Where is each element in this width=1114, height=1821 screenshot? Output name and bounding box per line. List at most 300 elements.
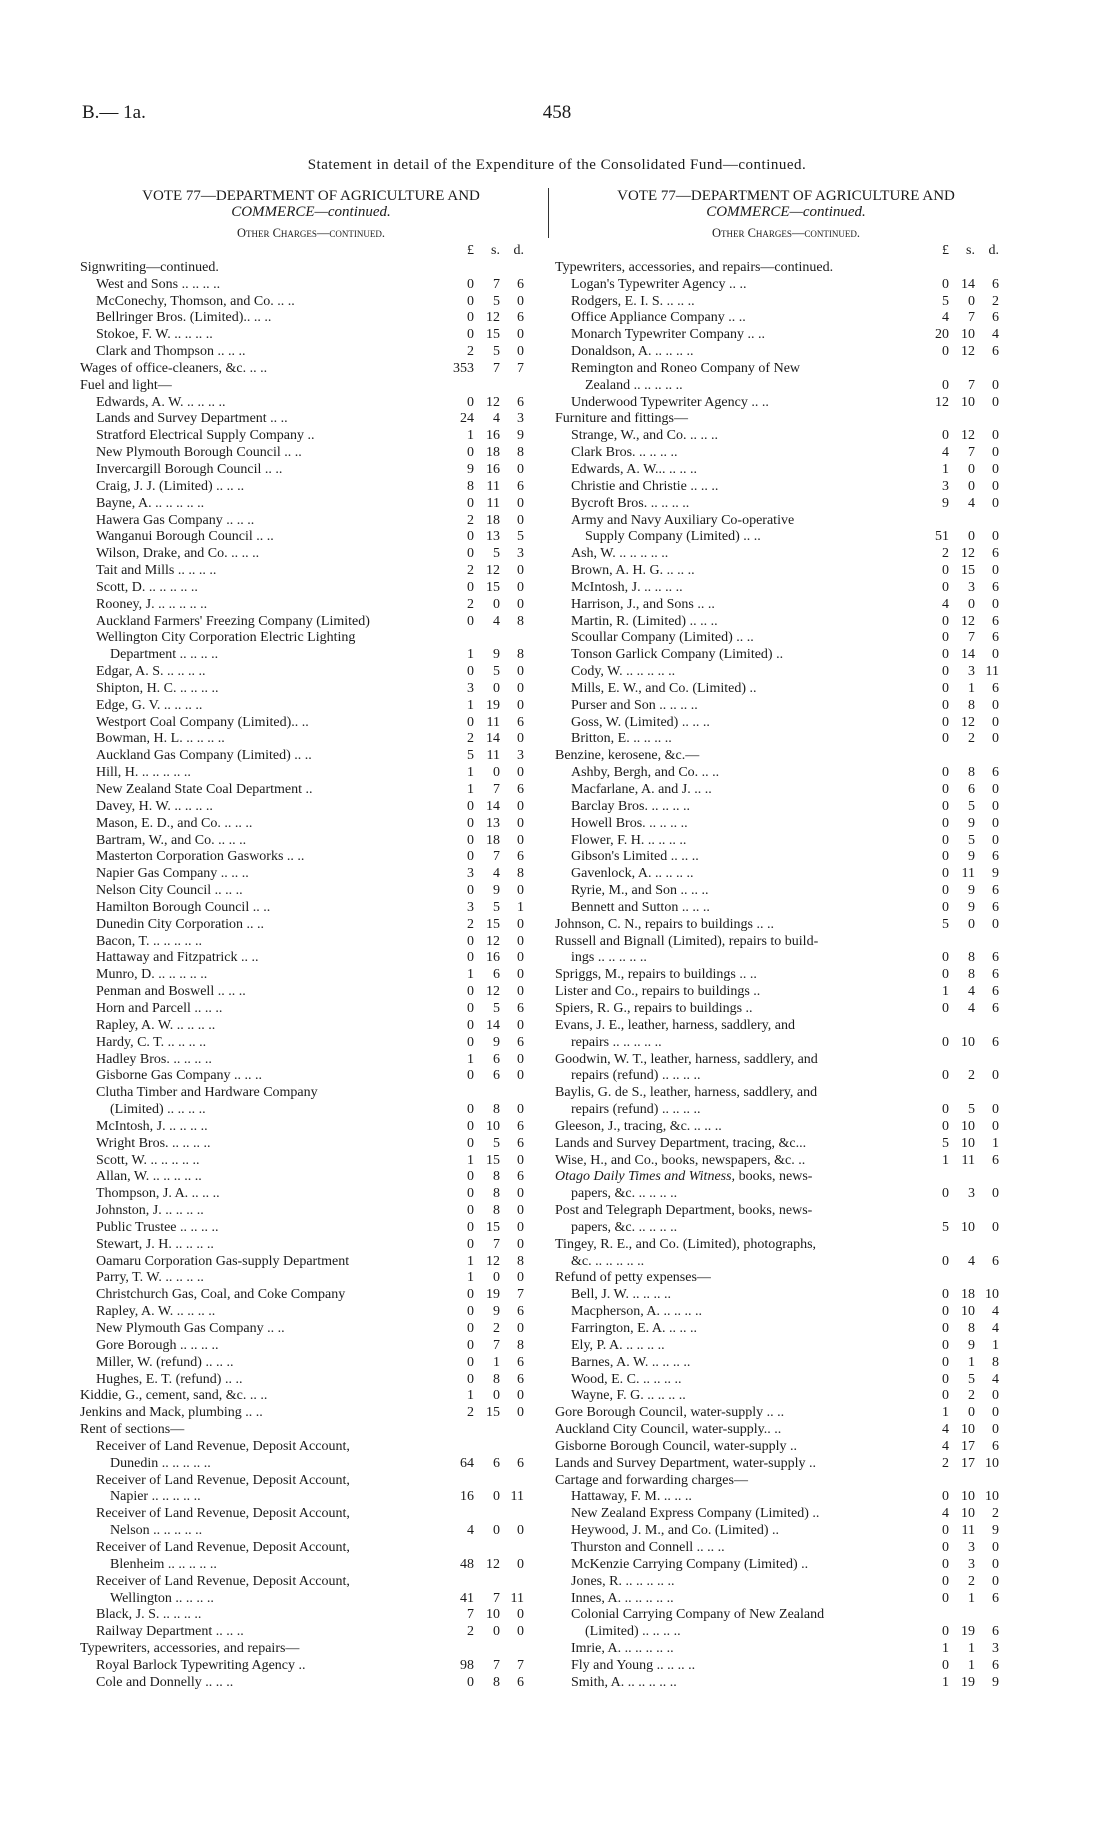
shillings-value: 11 xyxy=(486,495,500,511)
pounds-value: 1 xyxy=(467,1253,474,1269)
payee-label: Heywood, J. M., and Co. (Limited) .. xyxy=(571,1523,780,1539)
pounds-value: 0 xyxy=(467,276,474,292)
payee-label: Supply Company (Limited) .. .. xyxy=(585,529,761,545)
pounds-value: 0 xyxy=(467,832,474,848)
payee-label: Edgar, A. S. .. .. .. .. xyxy=(96,664,206,680)
pounds-value: 0 xyxy=(942,1539,949,1555)
shillings-value: 10 xyxy=(961,1489,975,1505)
pounds-value: 1 xyxy=(467,647,474,663)
expenditure-row xyxy=(555,883,1017,900)
pounds-value: 24 xyxy=(460,411,474,427)
payee-label: Horn and Parcell .. .. .. xyxy=(96,1000,223,1016)
pounds-value: 0 xyxy=(942,866,949,882)
expenditure-row xyxy=(555,277,1017,294)
pence-value: 3 xyxy=(992,1641,999,1657)
payee-label: Bartram, W., and Co. .. .. .. xyxy=(96,832,247,848)
pounds-value: 5 xyxy=(942,916,949,932)
payee-label: Jenkins and Mack, plumbing .. .. xyxy=(80,1405,263,1421)
expenditure-row xyxy=(80,1018,542,1035)
pounds-value: 0 xyxy=(942,1068,949,1084)
expenditure-row xyxy=(555,1641,1017,1658)
payee-label: Receiver of Land Revenue, Deposit Account, xyxy=(96,1506,350,1522)
payee-label: Penman and Boswell .. .. .. xyxy=(96,984,246,1000)
payee-label: Clark Bros. .. .. .. .. xyxy=(571,445,678,461)
pence-value: 6 xyxy=(992,579,999,595)
expenditure-row xyxy=(555,1355,1017,1372)
payee-label: Rapley, A. W. .. .. .. .. xyxy=(96,1017,216,1033)
expenditure-row xyxy=(555,1624,1017,1641)
pounds-value: 0 xyxy=(467,1321,474,1336)
shillings-value: 19 xyxy=(486,1287,500,1303)
pence-value: 0 xyxy=(517,461,524,477)
expenditure-row xyxy=(555,1270,1017,1287)
pounds-value: 0 xyxy=(942,1556,949,1572)
pence-value: 6 xyxy=(992,1590,999,1606)
pounds-value: 4 xyxy=(942,1422,949,1438)
shillings-value: 6 xyxy=(493,1068,500,1084)
shillings-value: 9 xyxy=(968,883,975,899)
expenditure-row xyxy=(555,1153,1017,1170)
pence-value: 6 xyxy=(517,1354,524,1370)
expenditure-row xyxy=(80,1607,542,1624)
pence-value: 0 xyxy=(517,680,524,696)
shillings-value: 0 xyxy=(493,1624,500,1640)
payee-label: Cody, W. .. .. .. .. .. xyxy=(571,664,676,680)
payee-label: Barnes, A. W. .. .. .. .. xyxy=(571,1354,691,1370)
pounds-value: 0 xyxy=(942,1287,949,1303)
pence-value: 6 xyxy=(992,984,999,1000)
pounds-value: 41 xyxy=(460,1590,474,1606)
payee-label: Allan, W. .. .. .. .. .. xyxy=(96,1169,202,1185)
pence-value: 0 xyxy=(517,327,524,343)
shillings-value: 4 xyxy=(493,613,500,629)
payee-label: Johnston, J. .. .. .. .. xyxy=(96,1203,204,1219)
pounds-value: 0 xyxy=(467,1304,474,1320)
expenditure-row xyxy=(80,597,542,614)
pence-value: 6 xyxy=(992,310,999,326)
expenditure-row xyxy=(555,1321,1017,1338)
pounds-value: 1 xyxy=(467,428,474,444)
shillings-value: 0 xyxy=(968,461,975,477)
shillings-value: 15 xyxy=(486,1152,500,1168)
payee-label: Typewriters, accessories, and repairs— xyxy=(80,1641,300,1657)
shillings-value: 1 xyxy=(968,680,975,696)
payee-label: Wilson, Drake, and Co. .. .. .. xyxy=(96,546,260,562)
pence-value: 8 xyxy=(992,1354,999,1370)
pounds-value: 0 xyxy=(942,1489,949,1505)
shillings-value: 17 xyxy=(961,1438,975,1454)
payee-label: Spriggs, M., repairs to buildings .. .. xyxy=(555,967,757,983)
pounds-value: 48 xyxy=(460,1556,474,1572)
expenditure-row xyxy=(80,496,542,513)
pence-value: 0 xyxy=(517,1051,524,1067)
pence-value: 4 xyxy=(992,1321,999,1336)
pence-value: 4 xyxy=(992,1304,999,1320)
shillings-value: 9 xyxy=(493,1034,500,1050)
expenditure-row xyxy=(80,1254,542,1271)
pounds-value: 1 xyxy=(467,1270,474,1286)
pounds-value: 1 xyxy=(467,1388,474,1404)
expenditure-row xyxy=(80,765,542,782)
pounds-value: 2 xyxy=(467,563,474,579)
pence-value: 3 xyxy=(517,411,524,427)
pounds-value: 0 xyxy=(467,1068,474,1084)
pounds-value: 2 xyxy=(942,546,949,562)
payee-label: Tingey, R. E., and Co. (Limited), photographs, xyxy=(555,1236,817,1252)
payee-label: Britton, E. .. .. .. .. xyxy=(571,731,672,747)
payee-label: Bell, J. W. .. .. .. .. xyxy=(571,1287,671,1303)
shillings-value: 14 xyxy=(961,647,975,663)
payee-label: Wellington .. .. .. .. xyxy=(110,1590,214,1606)
payee-label: Edwards, A. W... .. .. .. xyxy=(571,461,697,477)
pence-value: 0 xyxy=(992,445,999,461)
pounds-value: 0 xyxy=(467,798,474,814)
pounds-value: 0 xyxy=(467,1017,474,1033)
shillings-value: 15 xyxy=(486,1405,500,1421)
expenditure-row xyxy=(555,260,1017,277)
shillings-value: 18 xyxy=(486,832,500,848)
payee-label: Flower, F. H. .. .. .. .. xyxy=(571,832,687,848)
shillings-value: 0 xyxy=(968,596,975,612)
payee-label: Mason, E. D., and Co. .. .. .. xyxy=(96,815,253,831)
expenditure-row xyxy=(555,1388,1017,1405)
payee-label: Smith, A. .. .. .. .. .. xyxy=(571,1674,677,1690)
shillings-value: 0 xyxy=(493,1523,500,1539)
pence-value: 0 xyxy=(992,782,999,797)
expenditure-row xyxy=(80,1270,542,1287)
expenditure-row xyxy=(555,1203,1017,1220)
pence-value: 8 xyxy=(517,1337,524,1353)
payee-label: Dunedin City Corporation .. .. xyxy=(96,916,264,932)
expenditure-row xyxy=(555,1489,1017,1506)
expenditure-row xyxy=(80,1489,542,1506)
pence-value: 6 xyxy=(517,1135,524,1151)
pounds-value: 0 xyxy=(942,1034,949,1050)
vote-title xyxy=(555,188,1017,220)
shillings-value: 2 xyxy=(968,1068,975,1084)
expenditure-row xyxy=(555,1068,1017,1085)
shillings-value: 10 xyxy=(961,1304,975,1320)
payee-label: Monarch Typewriter Company .. .. xyxy=(571,327,765,343)
payee-label: Lands and Survey Department, water-supply .. xyxy=(555,1455,816,1471)
expenditure-row xyxy=(80,950,542,967)
pounds-value: 0 xyxy=(942,563,949,579)
expenditure-row xyxy=(80,1540,542,1557)
payee-label: Donaldson, A. .. .. .. .. xyxy=(571,344,694,360)
expenditure-row xyxy=(555,614,1017,631)
payee-label: Auckland City Council, water-supply.. .. xyxy=(555,1422,782,1438)
shillings-value: 5 xyxy=(968,798,975,814)
payee-label: Wood, E. C. .. .. .. .. xyxy=(571,1371,682,1387)
pence-value: 0 xyxy=(517,1219,524,1235)
shillings-value: 10 xyxy=(486,1118,500,1134)
payee-label: Bellringer Bros. (Limited).. .. .. xyxy=(96,310,272,326)
shillings-value: 0 xyxy=(493,1270,500,1286)
payee-label: Hattaway, F. M. .. .. .. xyxy=(571,1489,692,1505)
shillings-value: 3 xyxy=(968,1186,975,1202)
expenditure-row xyxy=(555,1675,1017,1692)
pounds-value: 0 xyxy=(467,1102,474,1118)
expenditure-row xyxy=(80,799,542,816)
pounds-value: 0 xyxy=(467,1000,474,1016)
pence-value: 0 xyxy=(517,933,524,949)
pence-value: 0 xyxy=(517,1152,524,1168)
shillings-value: 10 xyxy=(961,394,975,410)
shillings-header: s. xyxy=(966,243,975,258)
pence-value: 0 xyxy=(517,1102,524,1118)
expenditure-row xyxy=(555,1372,1017,1389)
expenditure-row xyxy=(80,1405,542,1422)
shillings-value: 12 xyxy=(486,563,500,579)
expenditure-row xyxy=(80,849,542,866)
shillings-value: 0 xyxy=(968,916,975,932)
pounds-value: 2 xyxy=(942,1455,949,1471)
pence-value: 0 xyxy=(517,344,524,360)
expenditure-row xyxy=(80,1052,542,1069)
expenditure-row xyxy=(80,934,542,951)
payee-label: Wise, H., and Co., books, newspapers, &c. .. xyxy=(555,1152,806,1168)
expenditure-row xyxy=(555,327,1017,344)
pounds-value: 0 xyxy=(467,1034,474,1050)
payee-label: New Zealand Express Company (Limited) .. xyxy=(571,1506,820,1522)
expenditure-row xyxy=(80,1035,542,1052)
pounds-value: 5 xyxy=(942,1219,949,1235)
pence-value: 11 xyxy=(510,1489,524,1505)
payee-label: Ely, P. A. .. .. .. .. xyxy=(571,1337,665,1353)
shillings-value: 10 xyxy=(961,1506,975,1522)
payee-label: Kiddie, G., cement, sand, &c. .. .. xyxy=(80,1388,268,1404)
pence-value: 10 xyxy=(985,1287,999,1303)
section-subtitle: Other Charges—continued. xyxy=(711,226,861,240)
shillings-value: 10 xyxy=(961,1219,975,1235)
pence-value: 3 xyxy=(517,748,524,764)
payee-label: Auckland Gas Company (Limited) .. .. xyxy=(96,748,312,764)
pounds-value: 0 xyxy=(942,798,949,814)
shillings-value: 7 xyxy=(493,1590,500,1606)
pence-value: 8 xyxy=(517,1253,524,1269)
pounds-value: 4 xyxy=(942,1438,949,1454)
pence-value: 0 xyxy=(517,664,524,680)
pounds-value: 0 xyxy=(942,1186,949,1202)
expenditure-row xyxy=(80,1169,542,1186)
pence-value: 0 xyxy=(517,916,524,932)
shillings-value: 0 xyxy=(968,293,975,309)
pounds-value: 0 xyxy=(467,714,474,730)
pence-value: 6 xyxy=(517,276,524,292)
expenditure-row xyxy=(80,1186,542,1203)
expenditure-row xyxy=(555,529,1017,546)
pence-value: 6 xyxy=(517,849,524,865)
pounds-value: 2 xyxy=(467,731,474,747)
payee-label: Post and Telegraph Department, books, news- xyxy=(555,1203,813,1219)
expenditure-row xyxy=(80,1153,542,1170)
expenditure-row xyxy=(80,1237,542,1254)
expenditure-row xyxy=(555,630,1017,647)
pence-value: 4 xyxy=(992,327,999,343)
expenditure-row xyxy=(80,1136,542,1153)
pence-value: 6 xyxy=(992,765,999,781)
pence-value: 0 xyxy=(992,1219,999,1235)
expenditure-row xyxy=(80,647,542,664)
pounds-value: 4 xyxy=(942,445,949,461)
pence-value: 0 xyxy=(517,832,524,848)
pence-value: 7 xyxy=(517,1657,524,1673)
pounds-value: 2 xyxy=(467,512,474,528)
pence-value: 0 xyxy=(992,832,999,848)
pounds-value: 0 xyxy=(942,1118,949,1134)
expenditure-row xyxy=(80,277,542,294)
payee-label: &c. .. .. .. .. .. xyxy=(571,1253,645,1269)
pounds-value: 0 xyxy=(942,1624,949,1640)
pence-value: 0 xyxy=(517,731,524,747)
expenditure-row xyxy=(80,260,542,277)
payee-label: Gisborne Borough Council, water-supply .. xyxy=(555,1438,797,1454)
shillings-value: 12 xyxy=(961,714,975,730)
shillings-value: 0 xyxy=(968,1405,975,1421)
pence-value: 0 xyxy=(517,1321,524,1336)
shillings-value: 0 xyxy=(493,765,500,781)
pence-value: 8 xyxy=(517,613,524,629)
expenditure-row xyxy=(80,731,542,748)
shillings-value: 5 xyxy=(493,1000,500,1016)
expenditure-row xyxy=(80,883,542,900)
expenditure-row xyxy=(80,563,542,580)
pence-value: 0 xyxy=(992,697,999,713)
shillings-value: 12 xyxy=(961,428,975,444)
expenditure-row xyxy=(555,1574,1017,1591)
payee-label: Hughes, E. T. (refund) .. .. xyxy=(96,1371,243,1387)
expenditure-row xyxy=(80,344,542,361)
shillings-value: 8 xyxy=(493,1674,500,1690)
expenditure-row xyxy=(80,1119,542,1136)
pounds-value: 0 xyxy=(467,883,474,899)
expenditure-row xyxy=(555,866,1017,883)
expenditure-row xyxy=(80,614,542,631)
expenditure-row xyxy=(80,529,542,546)
shillings-value: 12 xyxy=(961,344,975,360)
section-subtitle: Other Charges—continued. xyxy=(236,226,386,240)
shillings-value: 10 xyxy=(961,327,975,343)
shillings-value: 4 xyxy=(968,984,975,1000)
shillings-value: 19 xyxy=(486,697,500,713)
payee-label: Scott, W. .. .. .. .. .. xyxy=(96,1152,200,1168)
currency-header-row xyxy=(555,243,1017,260)
payee-label: Bowman, H. L. .. .. .. .. xyxy=(96,731,225,747)
expenditure-row xyxy=(80,866,542,883)
payee-label: Cartage and forwarding charges— xyxy=(555,1472,748,1488)
payee-label: Office Appliance Company .. .. xyxy=(571,310,746,326)
pounds-value: 0 xyxy=(942,950,949,966)
payee-label: Royal Barlock Typewriting Agency .. xyxy=(96,1657,306,1673)
expenditure-row xyxy=(555,1658,1017,1675)
pounds-value: 0 xyxy=(942,1102,949,1118)
expenditure-row xyxy=(80,327,542,344)
expenditure-row xyxy=(555,833,1017,850)
expenditure-row xyxy=(555,1405,1017,1422)
expenditure-row xyxy=(555,1169,1017,1186)
pounds-value: 0 xyxy=(942,377,949,393)
shillings-value: 7 xyxy=(493,1337,500,1353)
payee-label: Oamaru Corporation Gas-supply Department xyxy=(96,1253,350,1269)
expenditure-row xyxy=(555,765,1017,782)
payee-label: Gleeson, J., tracing, &c. .. .. .. xyxy=(555,1118,722,1134)
shillings-value: 10 xyxy=(961,1118,975,1134)
expenditure-row xyxy=(80,395,542,412)
pounds-value: 0 xyxy=(942,680,949,696)
pounds-value: 0 xyxy=(467,310,474,326)
shillings-value: 0 xyxy=(968,529,975,545)
expenditure-row xyxy=(555,1052,1017,1069)
payee-label: Rent of sections— xyxy=(80,1422,185,1438)
pounds-value: 0 xyxy=(467,1203,474,1219)
payee-label: Receiver of Land Revenue, Deposit Account, xyxy=(96,1539,350,1555)
payee-label: Department .. .. .. .. xyxy=(110,647,219,663)
expenditure-row xyxy=(80,1557,542,1574)
pounds-value: 0 xyxy=(942,1657,949,1673)
payee-label: Strange, W., and Co. .. .. .. xyxy=(571,428,718,444)
shillings-value: 11 xyxy=(961,1523,975,1539)
pence-value: 6 xyxy=(517,1169,524,1185)
pence-value: 1 xyxy=(992,1337,999,1353)
shillings-value: 13 xyxy=(486,815,500,831)
shillings-value: 15 xyxy=(961,563,975,579)
pounds-value: 0 xyxy=(942,782,949,797)
payee-label: Logan's Typewriter Agency .. .. xyxy=(571,276,747,292)
pence-value: 0 xyxy=(517,1523,524,1539)
payee-label: Ryrie, M., and Son .. .. .. xyxy=(571,883,709,899)
pence-value: 9 xyxy=(517,428,524,444)
pence-value: 0 xyxy=(517,563,524,579)
shillings-value: 12 xyxy=(961,613,975,629)
shillings-value: 10 xyxy=(961,1422,975,1438)
payee-label: Fuel and light— xyxy=(80,377,172,393)
shillings-value: 8 xyxy=(968,967,975,983)
shillings-value: 8 xyxy=(493,1203,500,1219)
pounds-value: 1 xyxy=(942,1152,949,1168)
expenditure-row xyxy=(555,1473,1017,1490)
expenditure-row xyxy=(555,1422,1017,1439)
expenditure-row xyxy=(555,1085,1017,1102)
pounds-value: 5 xyxy=(467,748,474,764)
shillings-value: 5 xyxy=(968,1371,975,1387)
pounds-value: 51 xyxy=(935,529,949,545)
expenditure-row xyxy=(555,967,1017,984)
payee-label: Gavenlock, A. .. .. .. .. xyxy=(571,866,694,882)
shillings-value: 7 xyxy=(968,310,975,326)
pence-value: 0 xyxy=(992,1186,999,1202)
pounds-value: 1 xyxy=(942,1641,949,1657)
pounds-value: 0 xyxy=(942,899,949,915)
expenditure-row xyxy=(80,1203,542,1220)
expenditure-row xyxy=(555,748,1017,765)
payee-label: Typewriters, accessories, and repairs—continued. xyxy=(555,259,834,275)
expenditure-row xyxy=(80,1456,542,1473)
payee-label: Bayne, A. .. .. .. .. .. xyxy=(96,495,205,511)
shillings-value: 0 xyxy=(493,1388,500,1404)
expenditure-list xyxy=(555,260,1017,1692)
payee-label: Scoullar Company (Limited) .. .. xyxy=(571,630,754,646)
payee-label: Thompson, J. A. .. .. .. xyxy=(96,1186,220,1202)
expenditure-row xyxy=(555,344,1017,361)
pence-value: 0 xyxy=(517,1270,524,1286)
payee-label: Barclay Bros. .. .. .. .. xyxy=(571,798,690,814)
payee-label: Thurston and Connell .. .. .. xyxy=(571,1539,725,1555)
shillings-value: 7 xyxy=(968,377,975,393)
pounds-value: 8 xyxy=(467,478,474,494)
payee-label: Rodgers, E. I. S. .. .. .. xyxy=(571,293,695,309)
page-number: 458 xyxy=(542,102,572,123)
payee-label: Blenheim .. .. .. .. .. xyxy=(110,1556,217,1572)
